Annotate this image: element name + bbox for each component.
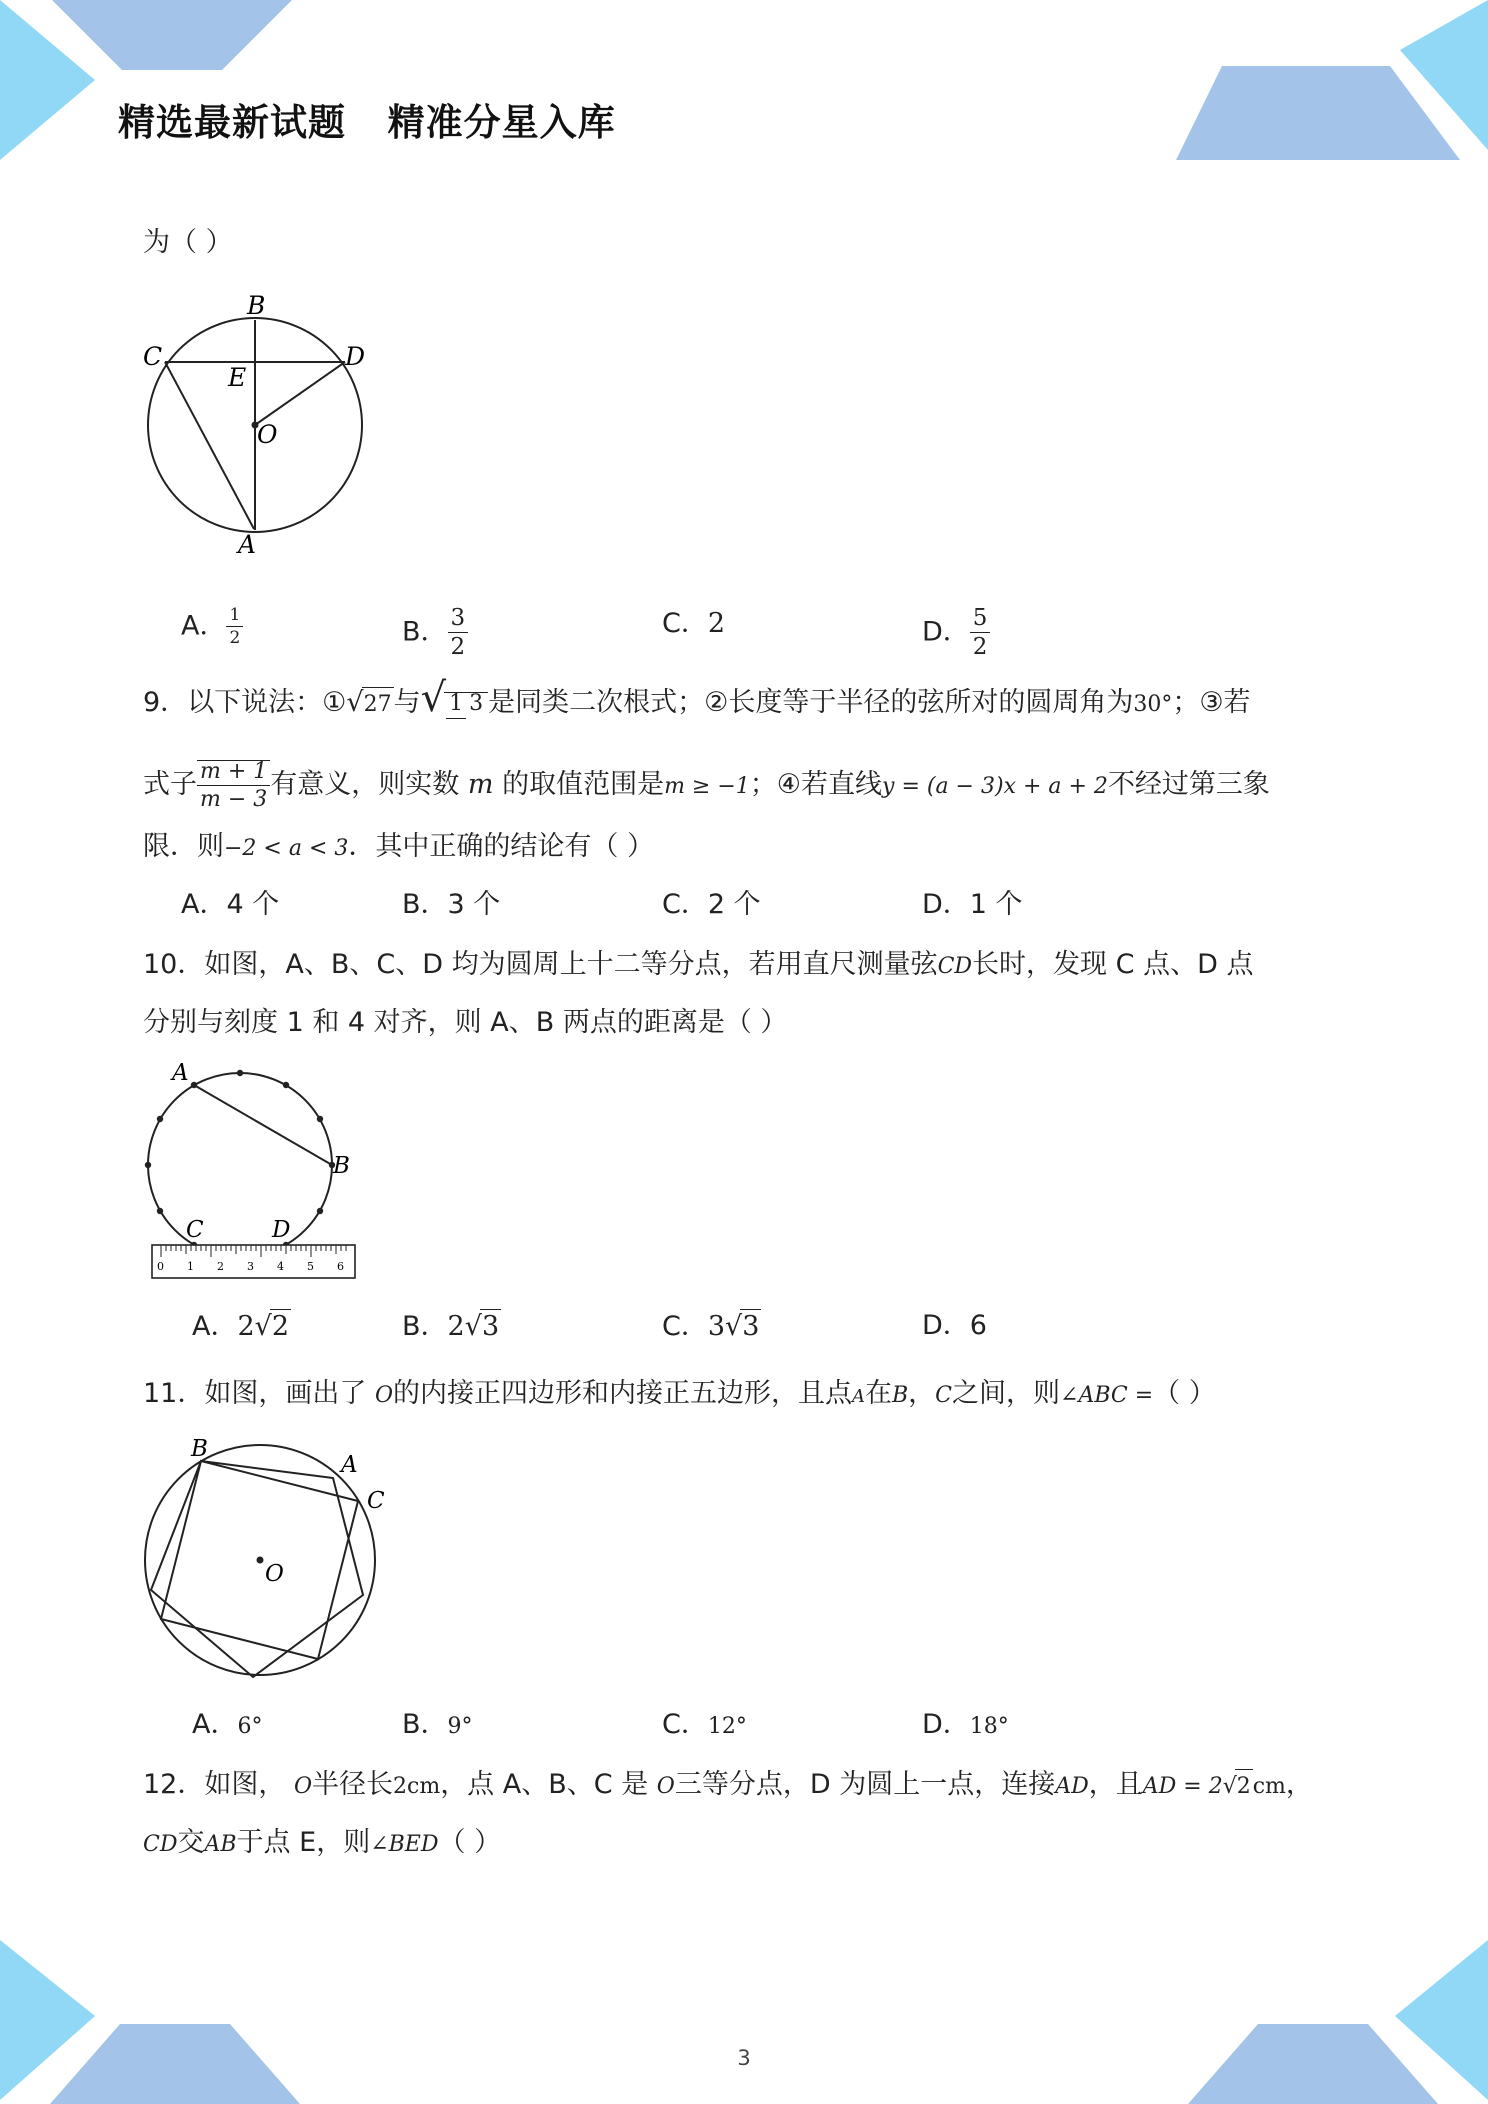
q8-label-E: E (228, 363, 247, 392)
q10-twelfth-points (145, 1070, 335, 1260)
q9-option-b: B．3 个 (402, 889, 501, 920)
q8-label-A: A (238, 530, 257, 559)
q9-line-2: 式子 $\frac{m + 1}{m - 3}$ 有意义，则实数 m 的取值范围是m ≥ −1；④若直线y = (a − 3)x + a + 2不经过第三象 (143, 759, 1270, 812)
ruler-tick-6: 6 (337, 1260, 344, 1273)
ruler-tick-3: 3 (247, 1260, 254, 1273)
q12-line-1: 12．如图， O半径长2cm，点 A、B、C 是 O三等分点，D 为圆上一点，连接AD，且AD = 2√2cm， (143, 1768, 1313, 1804)
q9-option-c: C．2 个 (662, 889, 761, 920)
q8-option-b: B． $\frac{3}{2}$ (402, 607, 468, 659)
bottom-left-trapezoid (50, 2024, 300, 2104)
q10-option-d: D．6 (922, 1310, 987, 1341)
q11-option-d: D．18° (922, 1709, 1009, 1740)
q11-line: 11．如图，画出了 O的内接正四边形和内接正五边形，且点A在B，C之间，则∠ABC =（ ） (143, 1378, 1216, 1409)
q11-option-b: B．9° (402, 1709, 473, 1740)
top-left-trapezoid (52, 0, 292, 70)
q10-option-c: C．3√3 (662, 1311, 760, 1342)
q9-option-a: A．4 个 (181, 889, 280, 920)
q11-label-B: B (191, 1436, 208, 1462)
q10-label-D: D (272, 1217, 291, 1243)
q9-option-d: D．1 个 (922, 889, 1023, 920)
q8-figure (135, 285, 375, 565)
ruler-tick-2: 2 (217, 1260, 224, 1273)
q9-line-1: 9．以下说法：①√27与√ 1 3 是同类二次根式；②长度等于半径的弦所对的圆周角为30°；③若 (143, 675, 1251, 721)
ruler-tick-5: 5 (307, 1260, 314, 1273)
q8-option-a: A． $\frac{1}{2}$ (181, 607, 243, 647)
q8-label-B: B (247, 291, 266, 320)
q10-label-A: A (172, 1060, 189, 1086)
q10-label-B: B (333, 1153, 350, 1179)
q8-option-c: C．2 (662, 608, 726, 639)
q8-option-d: D． $\frac{5}{2}$ (922, 607, 990, 659)
q10-option-b: B．2√3 (402, 1311, 500, 1342)
ruler (152, 1245, 355, 1278)
q11-label-A: A (341, 1452, 358, 1478)
ruler-tick-4: 4 (277, 1260, 284, 1273)
q8-label-D: D (345, 342, 366, 371)
q10-option-a: A．2√2 (192, 1311, 290, 1342)
q8-tail: 为（ ） (143, 227, 233, 258)
corner-decoration-bottom (0, 1930, 1488, 2104)
q10-line-1: 10．如图，A、B、C、D 均为圆周上十二等分点，若用直尺测量弦CD长时，发现 C 点、D 点 (143, 949, 1254, 980)
ruler-tick-0: 0 (157, 1260, 164, 1273)
q11-label-O: O (265, 1561, 284, 1587)
q8-label-O: O (257, 420, 278, 449)
q11-option-a: A．6° (192, 1709, 263, 1740)
q10-label-C: C (186, 1217, 204, 1243)
top-right-trapezoid (1176, 66, 1460, 160)
q11-figure (135, 1430, 395, 1690)
header-title: 精选最新试题 精准分星入库 (118, 101, 616, 144)
q8-label-C: C (143, 342, 163, 371)
q10-figure (140, 1060, 370, 1285)
ruler-tick-1: 1 (187, 1260, 194, 1273)
q10-line-2: 分别与刻度 1 和 4 对齐，则 A、B 两点的距离是（ ） (143, 1007, 788, 1038)
page-number: 3 (737, 2046, 751, 2070)
q9-line-3: 限．则−2 < a < 3．其中正确的结论有（ ） (143, 831, 654, 862)
q12-line-2: CD交AB于点 E，则∠BED（ ） (143, 1827, 502, 1858)
q11-label-C: C (367, 1488, 385, 1514)
bottom-right-trapezoid (1188, 2024, 1438, 2104)
q11-option-c: C．12° (662, 1709, 747, 1740)
